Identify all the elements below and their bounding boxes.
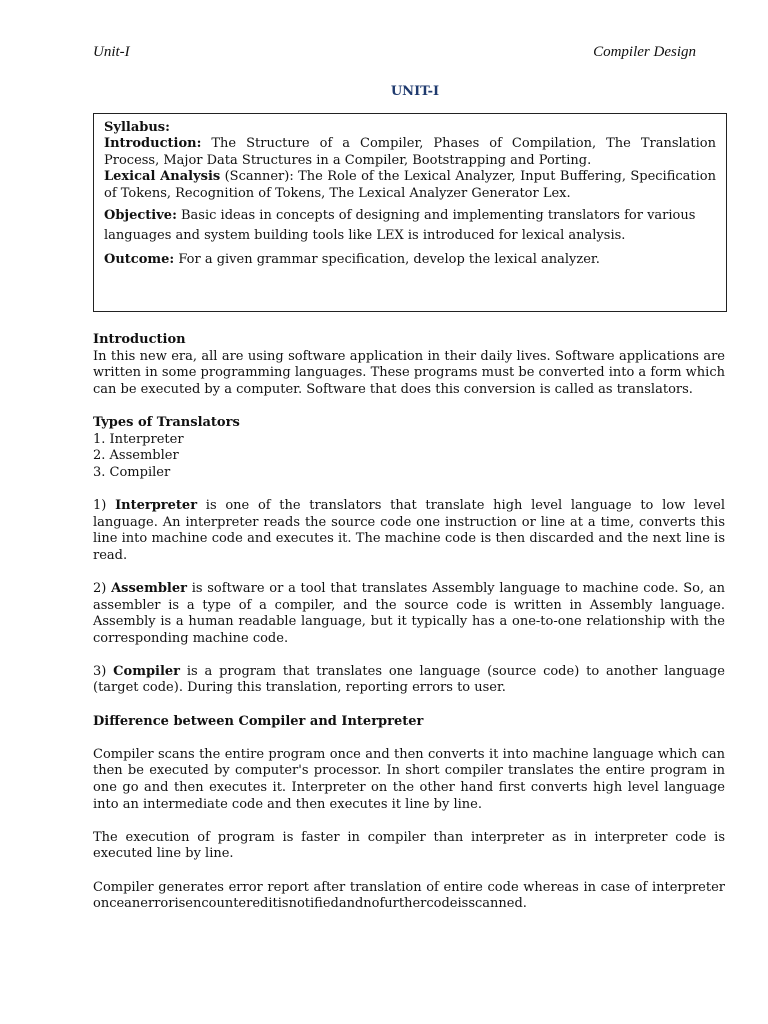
difference-paragraph-3: Compiler generates error report after translation of entire code whereas in case of interpreteronceanerrorisencountereditisnotifiedandnofurthercodeisscanned.: [93, 879, 725, 912]
difference-paragraph-1: Compiler scans the entire program once and then converts it into machine language which can then be executed by computer's processor. In short compiler translates the entire program in one go and then executes it. Interpreter on the other hand first converts high level language into an intermediate code and then executes it line by line.: [93, 746, 725, 812]
header-unit: Unit-I: [93, 44, 130, 60]
objective-label: Objective:: [104, 208, 177, 224]
compiler-num: 3): [93, 663, 114, 679]
compiler-text: is a program that translates one language (source code) to another language (target code). During this translation, reporting errors to user.: [93, 663, 725, 696]
compiler-term: Compiler: [113, 663, 181, 679]
difference-heading: Difference between Compiler and Interpreter: [93, 713, 424, 729]
interpreter-paragraph: [93, 498, 725, 564]
assembler-paragraph: [93, 581, 725, 647]
header-subject: Compiler Design: [593, 44, 696, 60]
assembler-term: Assembler: [111, 580, 187, 596]
syllabus-introduction: [104, 136, 716, 169]
syllabus-box: [93, 113, 727, 312]
assembler-text: is software or a tool that translates Assembly language to machine code. So, an assembler is a type of a compiler, and the source code is written in Assembly language. Assembly is a human readable language, but it typically has a one-to-one relationship with the corresponding machine code.: [93, 580, 725, 646]
types-item-interpreter: 1. Interpreter: [93, 431, 184, 447]
syllabus-objective: [104, 206, 716, 246]
syllabus-outcome: [104, 250, 716, 270]
intro-label: Introduction:: [104, 136, 202, 152]
types-item-compiler: 3. Compiler: [93, 464, 171, 480]
types-heading: Types of Translators: [93, 414, 240, 430]
unit-title: UNIT-I: [390, 84, 440, 99]
main-content: [93, 332, 725, 913]
intro-text: The Structure of a Compiler, Phases of Compilation, The Translation Process, Major Data Structures in a Compiler, Bootstrapping and Porting.: [104, 136, 716, 168]
compiler-paragraph: [93, 664, 725, 697]
interpreter-num: 1): [93, 497, 116, 513]
outcome-text: For a given grammar specification, develop the lexical analyzer.: [174, 252, 600, 268]
objective-text: Basic ideas in concepts of designing and implementing translators for various languages and system building tools like LEX is introduced for lexical analysis.: [104, 208, 696, 244]
introduction-text: In this new era, all are using software application in their daily lives. Software applications are written in some programming languages. These programs must be converted into a form which can be executed by a computer. Software that does this conversion is called as translators.: [93, 348, 725, 397]
interpreter-term: Interpreter: [115, 497, 198, 513]
difference-paragraph-2: The execution of program is faster in compiler than interpreter as in interpreter code is executed line by line.: [93, 829, 725, 862]
lexical-label: Lexical Analysis: [104, 169, 221, 185]
syllabus-heading: Syllabus:: [104, 120, 170, 135]
types-item-assembler: 2. Assembler: [93, 448, 179, 464]
assembler-num: 2): [93, 580, 112, 596]
outcome-label: Outcome:: [104, 252, 175, 268]
lexical-text: (Scanner): The Role of the Lexical Analyzer, Input Buffering, Specification of Tokens, Recognition of Tokens, The Lexical Analyzer Generator Lex.: [104, 169, 716, 201]
introduction-heading: Introduction: [93, 332, 186, 347]
syllabus-lexical: [104, 169, 716, 202]
interpreter-text: is one of the translators that translate high level language to low level language. An interpreter reads the source code one instruction or line at a time, converts this line into machine code and executes it. The machine code is then discarded and the next line is read.: [93, 497, 725, 563]
